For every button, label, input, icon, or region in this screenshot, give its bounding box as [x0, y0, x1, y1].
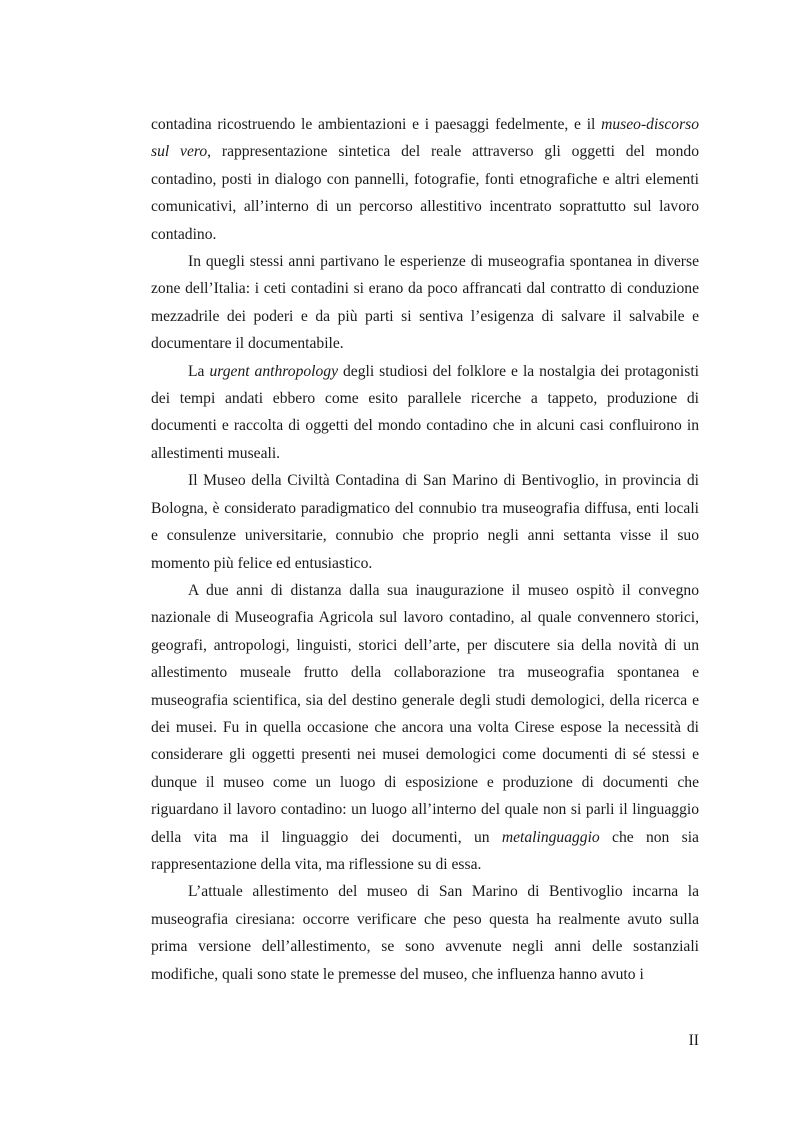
- paragraph-3: [151, 358, 699, 468]
- paragraph-3-emphasis: urgent anthropology: [209, 362, 339, 380]
- body-text: [151, 111, 699, 988]
- page-number: II: [688, 1032, 699, 1049]
- paragraph-1-text-end: , rappresentazione sintetica del reale attraverso gli oggetti del mondo contadino, posti in dialogo con pannelli, fotografie, fonti etnografiche e altri elementi comunicativi, all’interno di un percorso allestitivo incentrato soprattutto sul lavoro contadino.: [151, 143, 699, 243]
- paragraph-3-text-end: degli studiosi del folklore e la nostalgia dei protagonisti dei tempi andati ebbero come esito parallele ricerche a tappeto, produzione di documenti e raccolta di oggetti del mondo contadino che in alcuni casi confluirono in allestimenti museali.: [151, 362, 699, 462]
- paragraph-4: [151, 467, 699, 577]
- paragraph-6: [151, 878, 699, 988]
- paragraph-5-text: A due anni di distanza dalla sua inaugurazione il museo ospitò il convegno nazionale di Museografia Agricola sul lavoro contadino, al quale convennero storici, geografi, antropologi, linguisti, storici dell’arte, per discutere sia della novità di un allestimento museale frutto della collaborazione tra museografia spontanea e museografia scientifica, sia del destino generale degli studi demologici, della ricerca e dei musei. Fu in quella occasione che ancora una volta Cirese espose la necessità di considerare gli oggetti presenti nei musei demologici come documenti di sé stessi e dunque il museo come un luogo di esposizione e produzione di documenti che riguardano il lavoro contadino: un luogo all’interno del quale non si parli il linguaggio della vita ma il linguaggio dei documenti, un: [151, 581, 699, 846]
- paragraph-2: [151, 248, 699, 358]
- paragraph-5-text-end: che non sia rappresentazione della vita, ma riflessione su di essa.: [151, 828, 699, 873]
- paragraph-1-text: contadina ricostruendo le ambientazioni e i paesaggi fedelmente, e il: [151, 116, 602, 133]
- paragraph-5-emphasis: metalinguaggio: [501, 828, 600, 846]
- paragraph-4-text: Il Museo della Civiltà Contadina di San Marino di Bentivoglio, in provincia di Bologna, è considerato paradigmatico del connubio tra museografia diffusa, enti locali e consulenze universitarie, connubio che proprio negli anni settanta visse il suo momento più felice ed entusiastico.: [151, 472, 699, 572]
- paragraph-2-text: In quegli stessi anni partivano le esperienze di museografia spontanea in diverse zone dell’Italia: i ceti contadini si erano da poco affrancati dal contratto di conduzione mezzadrile dei poderi e da più parti si sentiva l’esigenza di salvare il salvabile e documentare il documentabile.: [151, 253, 699, 353]
- paragraph-3-text: La: [188, 362, 210, 380]
- paragraph-6-text: L’attuale allestimento del museo di San Marino di Bentivoglio incarna la museografia ciresiana: occorre verificare che peso questa ha realmente avuto sulla prima versione dell’allestimento, se sono avvenute negli anni delle sostanziali modifiche, quali sono state le premesse del museo, che influenza hanno avuto i: [151, 883, 699, 983]
- paragraph-1: [151, 111, 699, 248]
- paragraph-1-emphasis: museo-discorso sul vero: [151, 116, 699, 161]
- paragraph-5: [151, 577, 699, 878]
